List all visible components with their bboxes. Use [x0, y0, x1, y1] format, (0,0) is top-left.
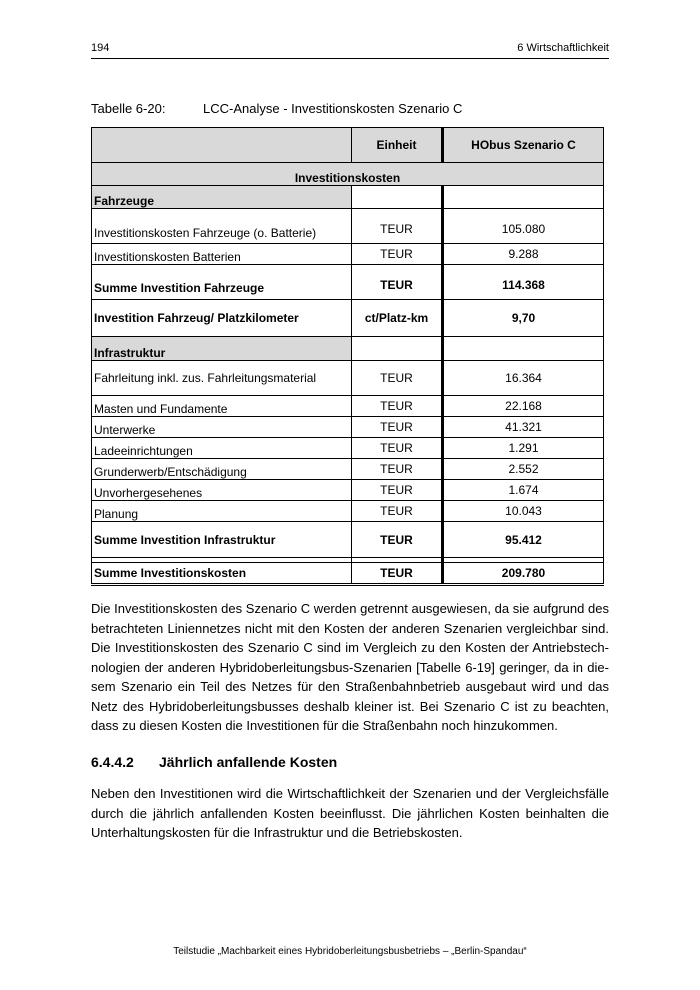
- row-unit: TEUR: [352, 501, 443, 522]
- table-row: [92, 417, 604, 438]
- row-unit: TEUR: [352, 459, 443, 480]
- row-value: 105.080: [443, 209, 604, 244]
- table-row-sum: [92, 522, 604, 558]
- row-name: Summe Investition Infrastruktur: [92, 522, 352, 558]
- section-number: 6.4.4.2: [91, 754, 134, 770]
- row-unit: TEUR: [352, 396, 443, 417]
- row-value: 1.674: [443, 480, 604, 501]
- row-unit: TEUR: [352, 563, 443, 585]
- group-header-infrastruktur: [92, 337, 604, 361]
- table-caption: [91, 101, 462, 116]
- table-row-per-km: [92, 300, 604, 337]
- header-cell-name: [92, 128, 352, 163]
- row-unit: TEUR: [352, 265, 443, 300]
- header-cell-value: HObus Szenario C: [443, 128, 604, 163]
- row-unit: TEUR: [352, 417, 443, 438]
- table-row: [92, 244, 604, 265]
- header-cell-unit: Einheit: [352, 128, 443, 163]
- table-row: [92, 361, 604, 396]
- table-row-total: [92, 563, 604, 585]
- section-title: Jährlich anfallende Kosten: [159, 754, 338, 770]
- group-title: Infrastruktur: [92, 337, 352, 361]
- row-name: Masten und Fundamente: [92, 396, 352, 417]
- chapter-title: 6 Wirtschaftlichkeit: [517, 42, 609, 54]
- section-title-investitionskosten: Investitionskosten: [92, 163, 604, 186]
- row-value: 209.780: [443, 563, 604, 585]
- row-value: 41.321: [443, 417, 604, 438]
- table-row: [92, 396, 604, 417]
- row-name: Unvorhergesehenes: [92, 480, 352, 501]
- row-unit: TEUR: [352, 480, 443, 501]
- row-value: 2.552: [443, 459, 604, 480]
- table-row: [92, 438, 604, 459]
- page-number: 194: [91, 42, 110, 54]
- row-value: 95.412: [443, 522, 604, 558]
- row-name: Investitionskosten Batterien: [92, 244, 352, 265]
- row-name: Summe Investition Fahrzeuge: [92, 265, 352, 300]
- group-title: Fahrzeuge: [92, 186, 352, 209]
- group-header-fahrzeuge: [92, 186, 604, 209]
- row-unit: TEUR: [352, 361, 443, 396]
- row-value: 1.291: [443, 438, 604, 459]
- table-row: [92, 459, 604, 480]
- row-unit: TEUR: [352, 244, 443, 265]
- row-name: Summe Investitionskosten: [92, 563, 352, 585]
- row-unit: ct/Platz-km: [352, 300, 443, 337]
- section-heading: [91, 754, 337, 770]
- row-name: Planung: [92, 501, 352, 522]
- row-value: 9.288: [443, 244, 604, 265]
- table-caption-label: Tabelle 6-20:: [91, 101, 166, 116]
- row-unit: TEUR: [352, 522, 443, 558]
- row-name: Investitionskosten Fahrzeuge (o. Batterie): [92, 209, 352, 244]
- row-unit: TEUR: [352, 438, 443, 459]
- lcc-table: [91, 127, 604, 586]
- row-value: 9,70: [443, 300, 604, 337]
- table-row: [92, 480, 604, 501]
- row-name: Grunderwerb/Entschädigung: [92, 459, 352, 480]
- table-section-row: [92, 163, 604, 186]
- table-row: [92, 209, 604, 244]
- page-header: [91, 42, 609, 59]
- row-value: 16.364: [443, 361, 604, 396]
- page-footer: Teilstudie „Machbarkeit eines Hybridoberleitungsbusbetriebs – „Berlin-Spandau“: [173, 946, 527, 957]
- table-caption-title: LCC-Analyse - Investitionskosten Szenario C: [203, 101, 463, 116]
- row-value: 10.043: [443, 501, 604, 522]
- row-unit: TEUR: [352, 209, 443, 244]
- row-name: Fahrleitung inkl. zus. Fahrleitungsmaterial: [92, 361, 352, 396]
- row-name: Investition Fahrzeug/ Platzkilometer: [92, 300, 352, 337]
- row-value: 22.168: [443, 396, 604, 417]
- row-value: 114.368: [443, 265, 604, 300]
- row-name: Unterwerke: [92, 417, 352, 438]
- table-row: [92, 501, 604, 522]
- row-name: Ladeeinrichtungen: [92, 438, 352, 459]
- paragraph-jaehrliche-kosten: Neben den Investitionen wird die Wirtschaftlichkeit der Szenarien und der Vergleichsfälle durch die jährlich anfallenden Kosten beeinflusst. Die jährlichen Kosten beinhalten die Unterhaltungskosten für die Infrastruktur und die Betriebskosten.: [91, 786, 609, 840]
- table-row-sum: [92, 265, 604, 300]
- table-header-row: [92, 128, 604, 163]
- paragraph-investitionskosten: Die Investitionskosten des Szenario C werden getrennt ausgewiesen, da sie aufgrund des betrachteten Liniennetzes nicht mit den Kosten der anderen Szenarien vergleichbar sind. Die Investitionskosten des Szenario C sind im Vergleich zu den Kosten der Antriebstechnologien der anderen Hybridoberleitungsbus-Szenarien [Tabelle 6-19] geringer, da in diesem Szenario ein Teil des Netzes für den Straßenbahnbetrieb ausgebaut wird und das Netz des Hybridoberleitungsbusses deshalb kleiner ist. Bei Szenario C ist zu beachten, dass zu diesen Kosten die Investitionen für die Straßenbahn noch hinzukommen.: [91, 601, 609, 733]
